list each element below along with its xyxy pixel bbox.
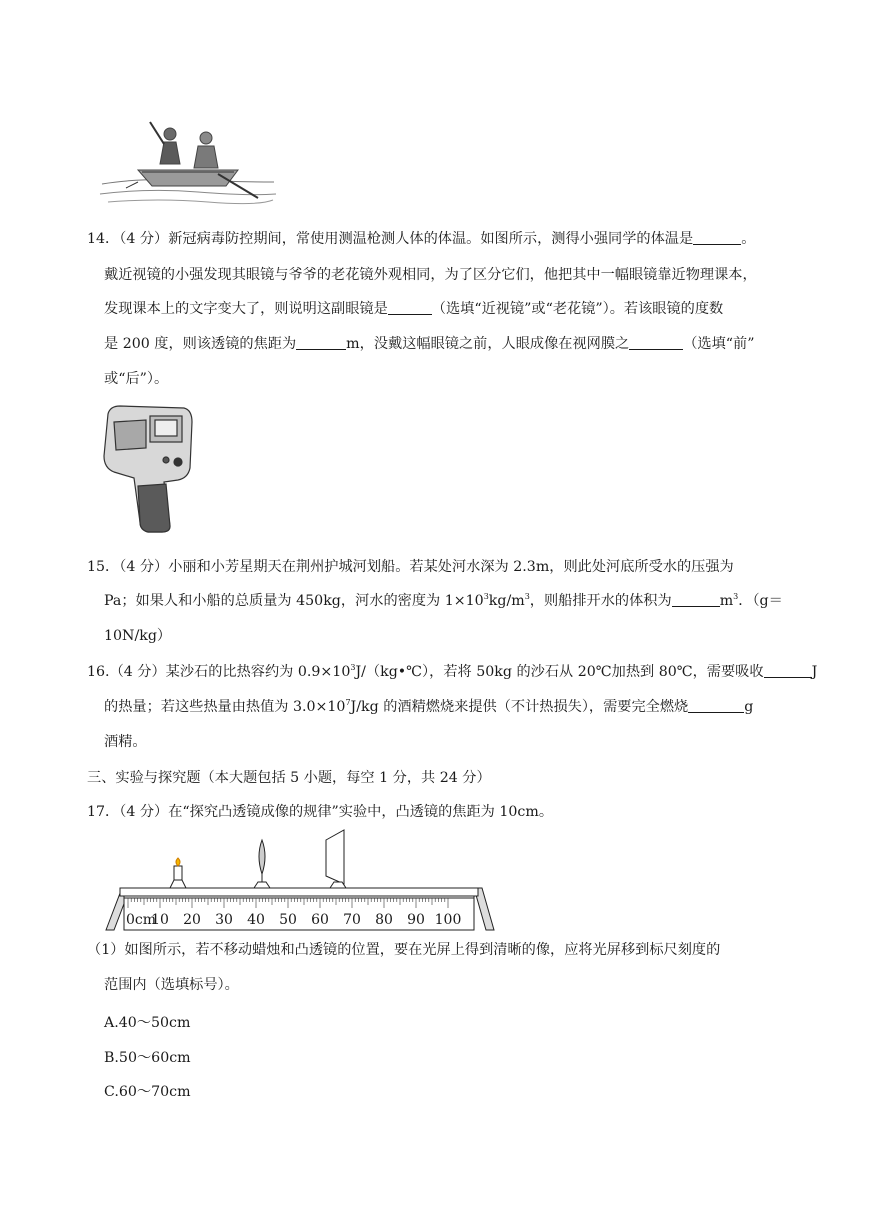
bench-label: 40 — [247, 912, 265, 928]
q14-line-2: 戴近视镜的小强发现其眼镜与爷爷的老花镜外观相同，为了区分它们，他把其中一幅眼镜靠近物理课本， — [104, 267, 757, 283]
bench-label: 80 — [375, 912, 393, 928]
bench-label: 50 — [279, 912, 297, 928]
bench-label: 0cm — [126, 912, 157, 928]
q15-line-1: 15．（4 分）小丽和小芳星期天在荆州护城河划船。若某处河水深为 2.3m，则此处河底所受水的压强为 — [87, 559, 734, 575]
bench-label: 90 — [407, 912, 425, 928]
answer-blank[interactable] — [764, 663, 812, 678]
answer-blank[interactable] — [629, 335, 683, 350]
bench-label: 20 — [183, 912, 201, 928]
bench-label: 100 — [434, 912, 462, 928]
q16-line-2: 的热量；若这些热量由热值为 $3.0\times 10^7J/kg$ 的酒精燃烧来提供（不计热损失），需要完全燃烧 g — [104, 698, 754, 715]
answer-blank[interactable] — [688, 698, 744, 713]
q14-line-5: 或“后”）。 — [104, 371, 169, 387]
q16-line-1: 16.（4 分）某沙石的比热容约为 $0.9\times 10^3J/(kg•℃)$，若将 50kg 的沙石从 20℃加热到 80℃，需要吸收 J — [87, 663, 818, 680]
boat-illustration — [98, 114, 278, 206]
thermometer-gun-illustration — [100, 402, 195, 534]
q14-line-3: 发现课本上的文字变大了，则说明这副眼镜是 （选填“近视镜”或“老花镜”）。若该眼镜的度数 — [104, 301, 724, 317]
option-c: C.60～70cm — [104, 1084, 191, 1100]
q16-line-3: 酒精。 — [104, 734, 147, 750]
option-a: A.40～50cm — [104, 1015, 191, 1031]
q17-part1-line-1: （1）如图所示，若不移动蜡烛和凸透镜的位置，要在光屏上得到清晰的像，应将光屏移到标尺刻度的 — [87, 942, 721, 958]
q14-line-1: 14．（4 分）新冠病毒防控期间，常使用测温枪测人体的体温。如图所示，测得小强同学的体温是 。 — [87, 231, 756, 247]
q15-line-2: Pa；如果人和小船的总质量为 450kg，河水的密度为 $1\times 10^3kg/m^3$，则船排开水的体积为 $m^3$．（g＝ — [104, 592, 783, 609]
section-3-heading: 三、实验与探究题（本大题包括 5 小题，每空 1 分，共 24 分） — [87, 770, 491, 786]
option-b: B.50～60cm — [104, 1050, 191, 1066]
q14-line-4: 是 200 度，则该透镜的焦距为 m，没戴这幅眼镜之前，人眼成像在视网膜之 （选填“前” — [104, 336, 755, 352]
bench-label: 60 — [311, 912, 329, 928]
answer-blank[interactable] — [693, 230, 741, 245]
bench-label: 10 — [151, 912, 169, 928]
answer-blank[interactable] — [296, 335, 346, 350]
q15-line-3: 10N/kg） — [104, 628, 172, 644]
q17-part1-line-2: 范围内（选填标号）。 — [104, 977, 239, 993]
optical-bench-diagram — [100, 826, 495, 934]
answer-blank[interactable] — [672, 592, 720, 607]
bench-label: 70 — [343, 912, 361, 928]
answer-blank[interactable] — [388, 300, 432, 315]
bench-label: 30 — [215, 912, 233, 928]
q17-line-1: 17．（4 分）在“探究凸透镜成像的规律”实验中，凸透镜的焦距为 10cm。 — [87, 804, 554, 820]
